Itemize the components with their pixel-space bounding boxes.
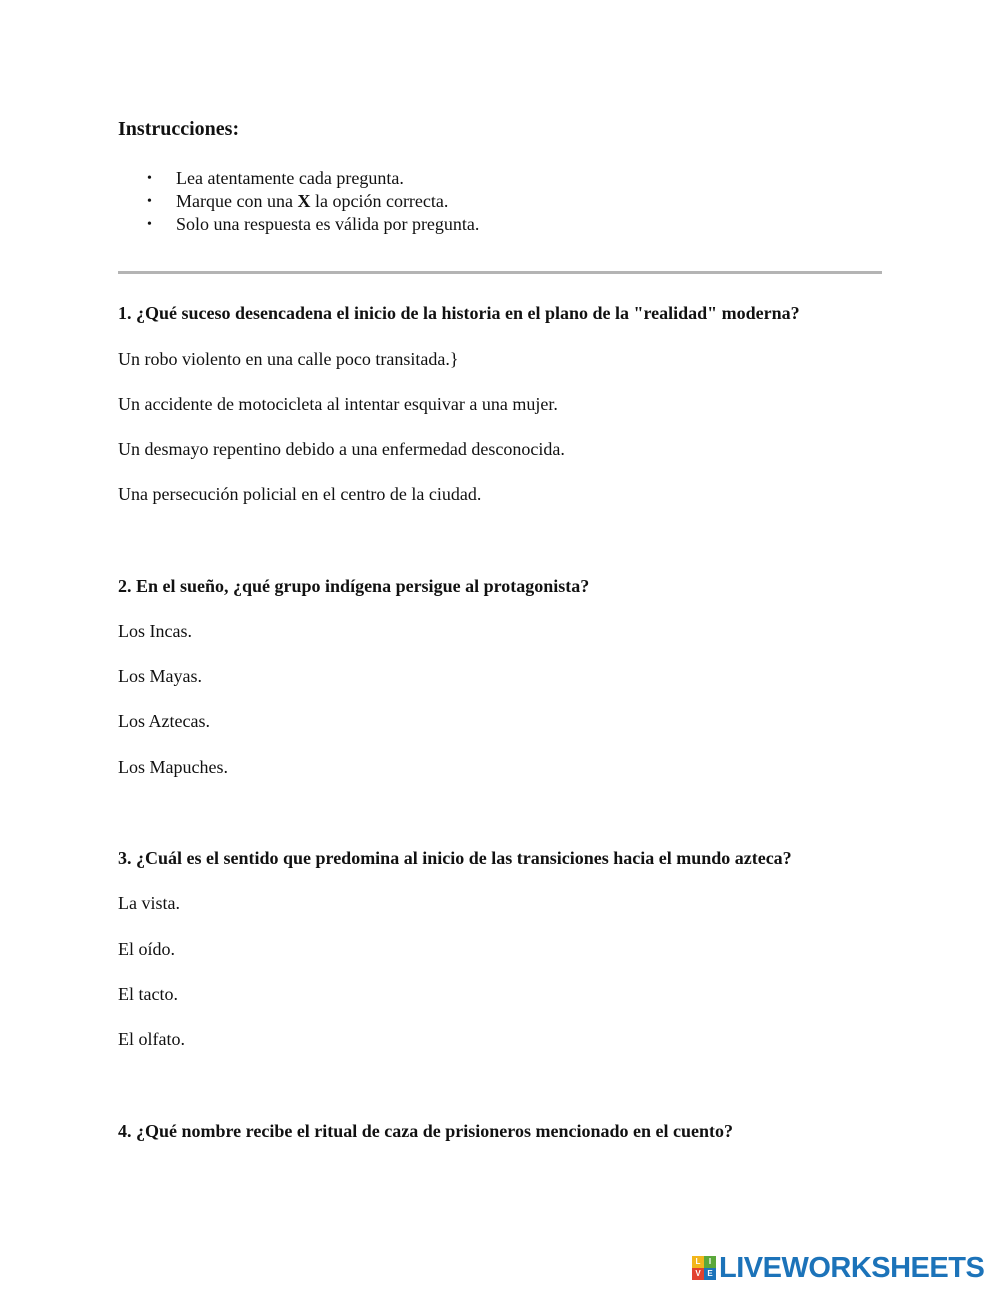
instruction-item <box>118 190 479 213</box>
question-1: 1. ¿Qué suceso desencadena el inicio de la historia en el plano de la "realidad" moderna? <box>118 303 800 323</box>
logo-mark-letter: V <box>692 1268 704 1280</box>
instruction-text: Solo una respuesta es válida por pregunta. <box>176 214 480 234</box>
logo-mark-letter: L <box>692 1256 704 1268</box>
bullet-icon: • <box>147 194 152 209</box>
option-1c[interactable]: Un desmayo repentino debido a una enfermedad desconocida. <box>118 439 565 459</box>
option-3b[interactable]: El oído. <box>118 939 175 959</box>
logo-mark-icon <box>692 1256 716 1280</box>
instructions-heading: Instrucciones: <box>118 118 240 140</box>
divider <box>118 271 882 274</box>
bullet-icon: • <box>147 171 152 186</box>
logo-mark-letter: I <box>704 1256 716 1268</box>
instructions-list <box>118 167 479 236</box>
option-2a[interactable]: Los Incas. <box>118 621 192 641</box>
option-1d[interactable]: Una persecución policial en el centro de la ciudad. <box>118 484 482 504</box>
instruction-text: Marque con una <box>176 191 293 211</box>
question-3: 3. ¿Cuál es el sentido que predomina al inicio de las transiciones hacia el mundo azteca? <box>118 848 792 868</box>
option-1a[interactable]: Un robo violento en una calle poco transitada.} <box>118 349 459 369</box>
liveworksheets-logo <box>692 1250 984 1286</box>
option-3a[interactable]: La vista. <box>118 893 180 913</box>
bullet-icon: • <box>147 217 152 232</box>
option-2d[interactable]: Los Mapuches. <box>118 757 228 777</box>
instruction-text: Lea atentamente cada pregunta. <box>176 168 404 188</box>
option-2b[interactable]: Los Mayas. <box>118 666 202 686</box>
instruction-item <box>118 167 479 190</box>
logo-mark-letter: E <box>704 1268 716 1280</box>
option-3d[interactable]: El olfato. <box>118 1029 185 1049</box>
option-1b[interactable]: Un accidente de motocicleta al intentar esquivar a una mujer. <box>118 394 558 414</box>
instruction-mark-x: X <box>297 191 311 211</box>
instruction-item <box>118 213 479 236</box>
option-2c[interactable]: Los Aztecas. <box>118 711 210 731</box>
option-3c[interactable]: El tacto. <box>118 984 178 1004</box>
instruction-text: la opción correcta. <box>314 191 449 211</box>
question-2: 2. En el sueño, ¿qué grupo indígena persigue al protagonista? <box>118 576 590 596</box>
logo-text: LIVEWORKSHEETS <box>719 1251 985 1284</box>
question-4: 4. ¿Qué nombre recibe el ritual de caza de prisioneros mencionado en el cuento? <box>118 1121 733 1141</box>
